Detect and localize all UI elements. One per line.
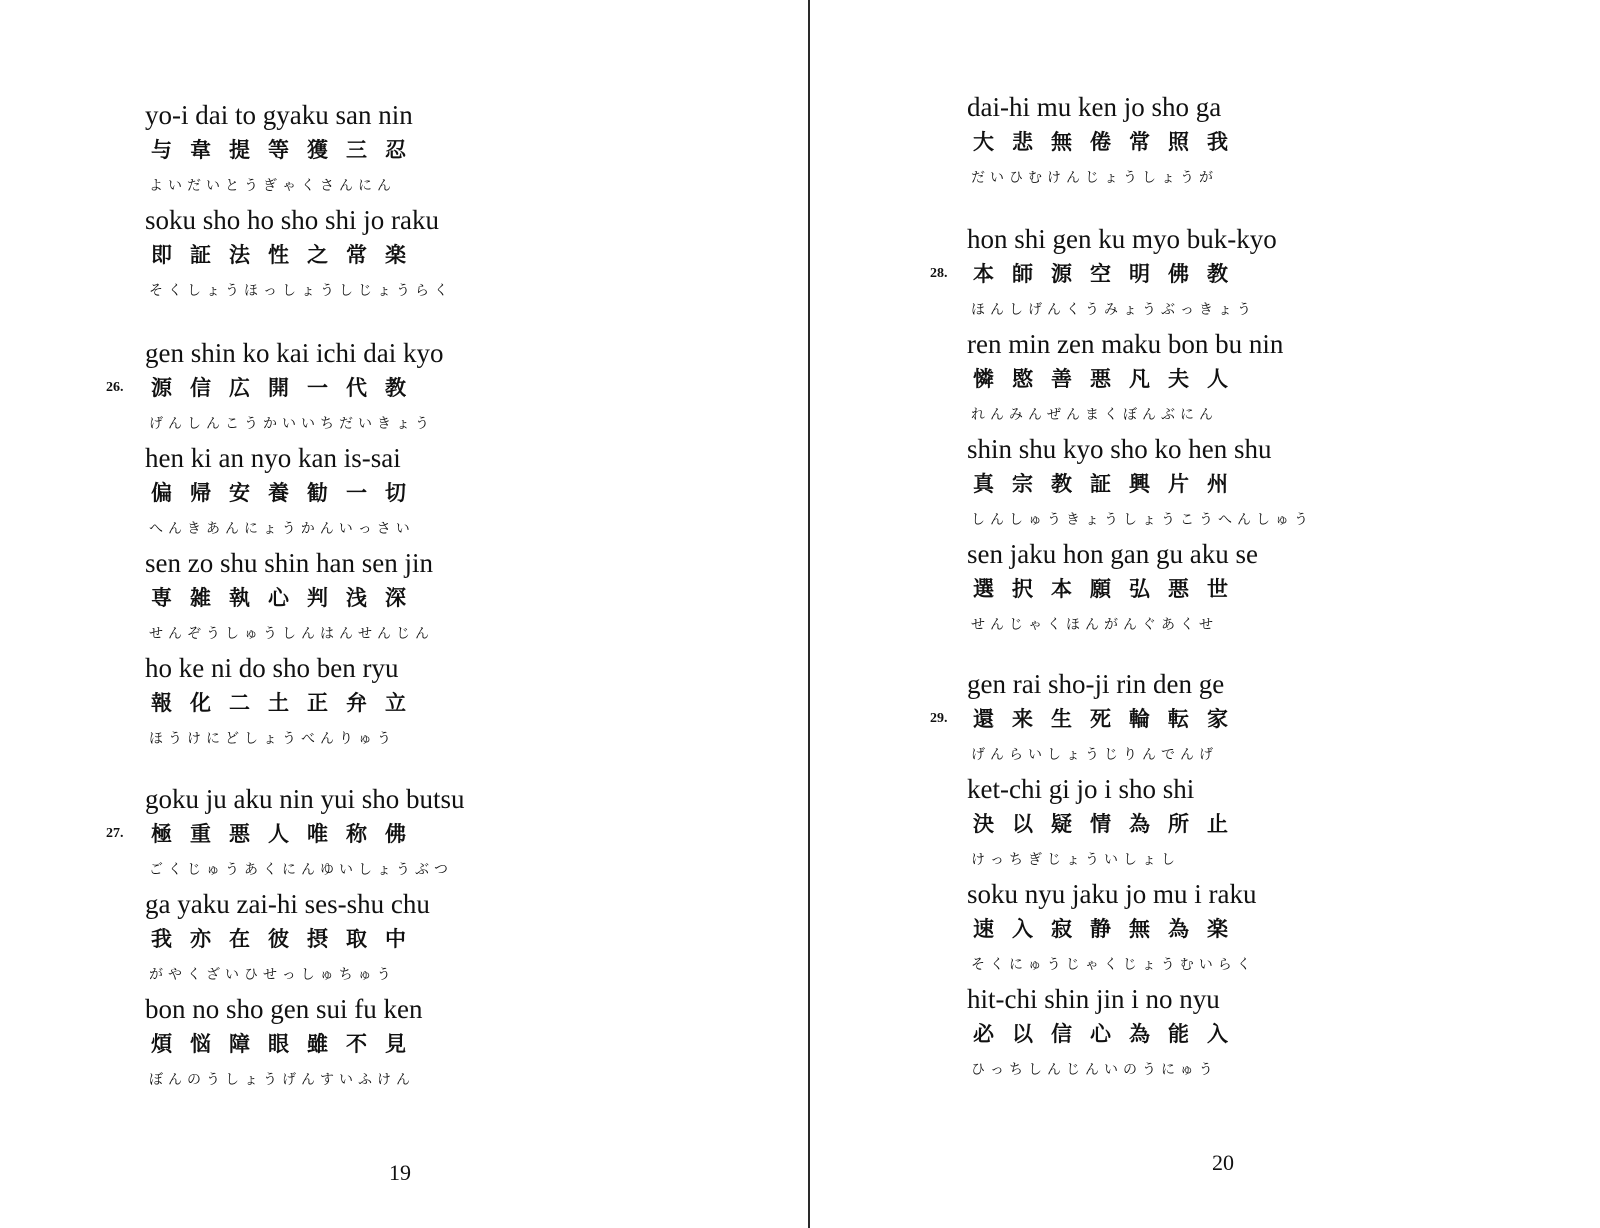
verse-kana: れんみんぜんまくぼんぶにん xyxy=(971,407,1218,423)
verse-kanji: 真宗教証興片州 xyxy=(973,472,1246,496)
verse-kanji: 極重悪人唯称佛 xyxy=(151,822,424,846)
verse-kana: へんきあんにょうかんいっさい xyxy=(149,521,415,537)
verse-romaji: goku ju aku nin yui sho butsu xyxy=(145,784,465,814)
verse-kana: ほんしげんくうみょうぶっきょう xyxy=(971,302,1256,318)
verse-romaji: shin shu kyo sho ko hen shu xyxy=(967,434,1272,464)
verse-romaji: ho ke ni do sho ben ryu xyxy=(145,653,399,683)
verse-kanji: 決以疑情為所止 xyxy=(973,812,1246,836)
stanza-number: 26. xyxy=(106,380,124,395)
verse-romaji: gen rai sho-ji rin den ge xyxy=(967,669,1225,699)
stanza-number: 29. xyxy=(930,711,948,726)
verse-romaji: ga yaku zai-hi ses-shu chu xyxy=(145,889,430,919)
verse-kanji: 即証法性之常楽 xyxy=(151,243,424,267)
page-gutter xyxy=(808,0,810,1228)
verse-kanji: 大悲無倦常照我 xyxy=(973,130,1246,154)
verse-kana: けっちぎじょういしょし xyxy=(971,852,1180,868)
verse-kana: げんらいしょうじりんでんげ xyxy=(971,747,1218,763)
verse-kana: よいだいとうぎゃくさんにん xyxy=(149,178,396,194)
verse-kana: だいひむけんじょうしょうが xyxy=(971,170,1218,186)
verse-kanji: 偏帰安養勧一切 xyxy=(151,481,424,505)
verse-romaji: hit-chi shin jin i no nyu xyxy=(967,984,1220,1014)
verse-kanji: 選択本願弘悪世 xyxy=(973,577,1246,601)
verse-kanji: 報化二土正弁立 xyxy=(151,691,424,715)
verse-kana: せんぞうしゅうしんはんせんじん xyxy=(149,626,434,642)
verse-kana: そくにゅうじゃくじょうむいらく xyxy=(971,957,1256,973)
verse-romaji: ren min zen maku bon bu nin xyxy=(967,329,1284,359)
verse-kanji: 専雑執心判浅深 xyxy=(151,586,424,610)
page-number: 19 xyxy=(389,1160,411,1185)
verse-romaji: hen ki an nyo kan is-sai xyxy=(145,443,401,473)
stanza-number: 28. xyxy=(930,266,948,281)
verse-kana: そくしょうほっしょうしじょうらく xyxy=(149,283,453,299)
verse-romaji: sen jaku hon gan gu aku se xyxy=(967,539,1258,569)
verse-romaji: sen zo shu shin han sen jin xyxy=(145,548,433,578)
verse-kanji: 我亦在彼摂取中 xyxy=(151,927,424,951)
verse-kana: ぼんのうしょうげんすいふけん xyxy=(149,1072,415,1088)
verse-romaji: soku nyu jaku jo mu i raku xyxy=(967,879,1257,909)
verse-romaji: ket-chi gi jo i sho shi xyxy=(967,774,1195,804)
stanza-number: 27. xyxy=(106,826,124,841)
verse-romaji: dai-hi mu ken jo sho ga xyxy=(967,92,1222,122)
verse-romaji: hon shi gen ku myo buk-kyo xyxy=(967,224,1277,254)
verse-kanji: 源信広開一代教 xyxy=(151,376,424,400)
verse-kanji: 憐愍善悪凡夫人 xyxy=(973,367,1246,391)
verse-romaji: yo-i dai to gyaku san nin xyxy=(145,100,413,130)
verse-kanji: 速入寂静無為楽 xyxy=(973,917,1246,941)
verse-kana: げんしんこうかいいちだいきょう xyxy=(149,416,434,432)
verse-kanji: 必以信心為能入 xyxy=(973,1022,1246,1046)
right-page xyxy=(812,0,1600,1228)
verse-kana: せんじゃくほんがんぐあくせ xyxy=(971,617,1218,633)
verse-kana: がやくざいひせっしゅちゅう xyxy=(149,967,396,983)
verse-kanji: 本師源空明佛教 xyxy=(973,262,1246,286)
verse-kanji: 還来生死輪転家 xyxy=(973,707,1246,731)
verse-romaji: bon no sho gen sui fu ken xyxy=(145,994,423,1024)
page-number: 20 xyxy=(1212,1150,1234,1175)
verse-kanji: 与韋提等獲三忍 xyxy=(151,138,424,162)
verse-romaji: soku sho ho sho shi jo raku xyxy=(145,205,440,235)
verse-kana: ごくじゅうあくにんゆいしょうぶつ xyxy=(149,862,453,878)
verse-romaji: gen shin ko kai ichi dai kyo xyxy=(145,338,444,368)
verse-kanji: 煩悩障眼雖不見 xyxy=(151,1032,424,1056)
verse-kana: ほうけにどしょうべんりゅう xyxy=(149,731,396,747)
verse-kana: しんしゅうきょうしょうこうへんしゅう xyxy=(971,512,1313,528)
verse-kana: ひっちしんじんいのうにゅう xyxy=(971,1062,1218,1078)
